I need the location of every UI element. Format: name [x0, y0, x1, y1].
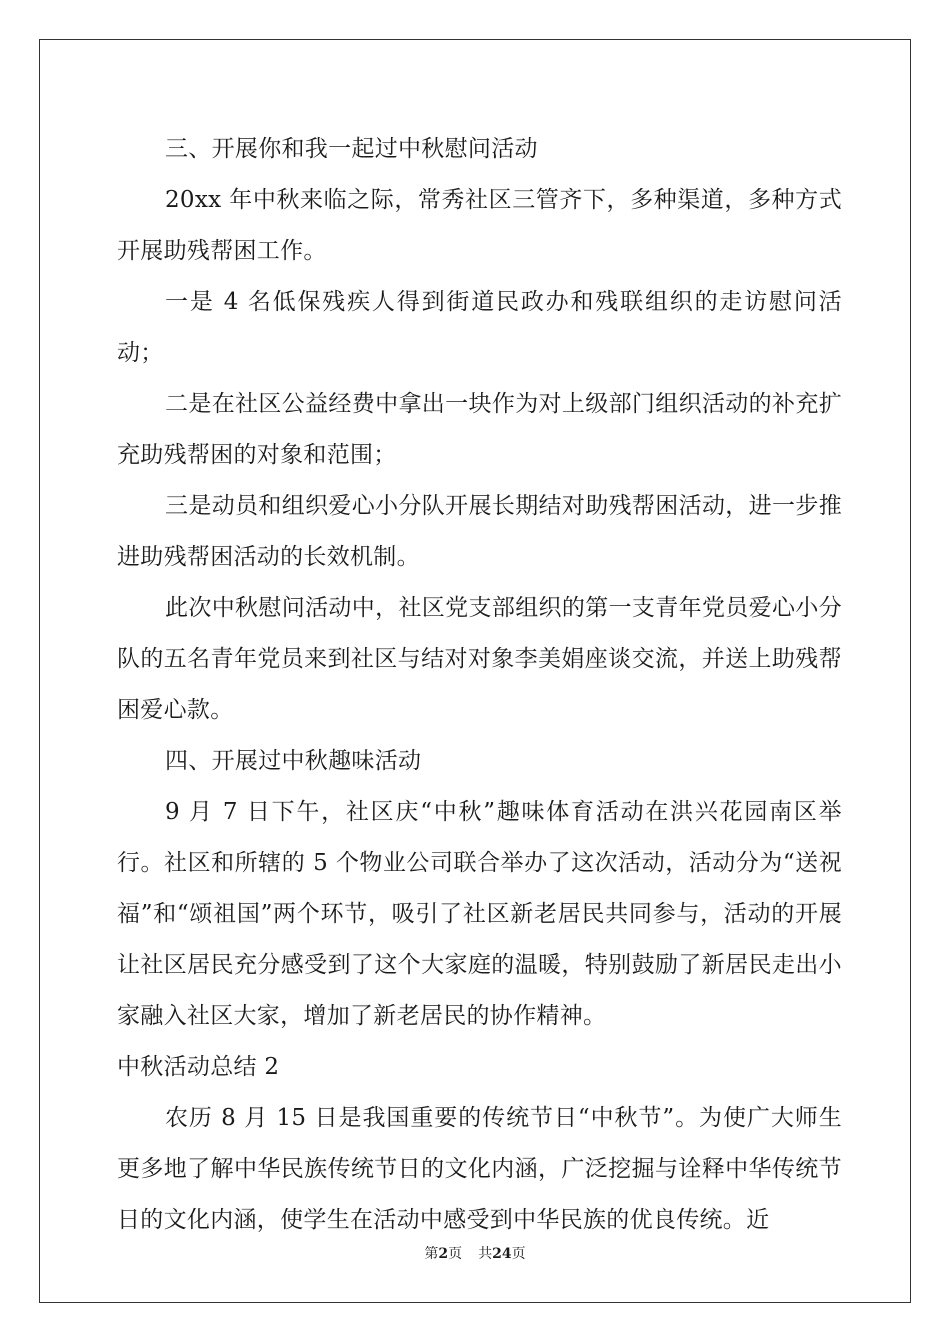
paragraph: 二是在社区公益经费中拿出一块作为对上级部门组织活动的补充扩充助残帮困的对象和范围；: [117, 391, 842, 468]
paragraph: 三是动员和组织爱心小分队开展长期结对助残帮困活动，进一步推进助残帮困活动的长效机制。: [117, 493, 842, 570]
page-prefix: 第: [424, 1246, 439, 1262]
paragraph: 此次中秋慰问活动中，社区党支部组织的第一支青年党员爱心小分队的五名青年党员来到社区与结对对象李美娟座谈交流，并送上助残帮困爱心款。: [117, 595, 842, 723]
paragraph: 9 月 7 日下午，社区庆“中秋”趣味体育活动在洪兴花园南区举行。社区和所辖的 5 个物业公司联合举办了这次活动，活动分为“送祝福”和“颂祖国”两个环节，吸引了社区新老居民共同参与，活动的开展让社区居民充分感受到了这个大家庭的温暖，特别鼓励了新居民走出小家融入社区大家，增加了新老居民的协作精神。: [117, 799, 842, 1029]
paragraph: 20xx 年中秋来临之际，常秀社区三管齐下，多种渠道，多种方式开展助残帮困工作。: [117, 187, 842, 264]
page-footer: [0, 1244, 950, 1264]
total-suffix: 页: [511, 1246, 526, 1262]
page-number: 2: [438, 1246, 449, 1262]
total-pages: 24: [492, 1246, 512, 1262]
section-heading: 三、开展你和我一起过中秋慰问活动: [165, 136, 538, 162]
paragraph: 一是 4 名低保残疾人得到街道民政办和残联组织的走访慰问活动；: [117, 289, 842, 366]
paragraph: 农历 8 月 15 日是我国重要的传统节日“中秋节”。为使广大师生更多地了解中华民族传统节日的文化内涵，广泛挖掘与诠释中华传统节日的文化内涵，使学生在活动中感受到中华民族的优良传统。近: [117, 1105, 842, 1233]
document-body: [117, 124, 842, 1246]
section-heading: 四、开展过中秋趣味活动: [165, 748, 422, 774]
total-prefix: 共: [478, 1246, 493, 1262]
page-suffix: 页: [448, 1246, 463, 1262]
article-title: 中秋活动总结 2: [117, 1054, 280, 1080]
